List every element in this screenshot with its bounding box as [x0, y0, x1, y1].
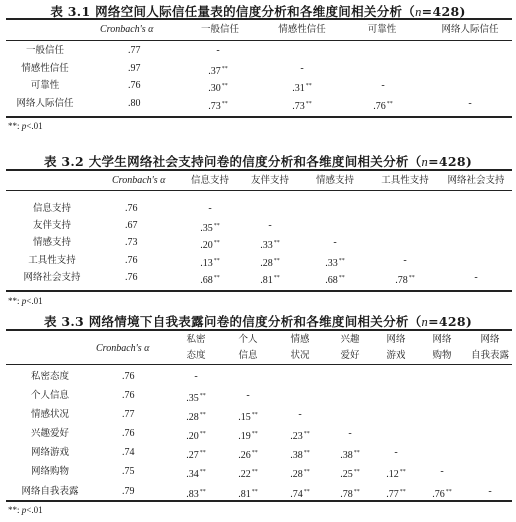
col-header-top: 网络 [432, 334, 452, 345]
correlation-cell [470, 486, 510, 498]
alpha-value: .67 [125, 220, 138, 231]
col-header: 一般信任 [200, 24, 239, 35]
significance-mark: ** [221, 101, 228, 107]
alpha-value: .76 [125, 203, 138, 214]
correlation-value: .35 [200, 223, 213, 234]
correlation-cell [363, 80, 403, 92]
correlation-cell [176, 486, 216, 501]
col-header-bottom: 爱好 [340, 350, 360, 361]
correlation-cell [190, 272, 230, 287]
correlation-cell [228, 409, 268, 424]
correlation-cell [376, 466, 416, 481]
significance-mark: ** [213, 275, 220, 281]
correlation-cell [280, 486, 320, 501]
caption-n: n [421, 155, 429, 169]
significance-mark: ** [199, 450, 206, 456]
significance-mark: ** [305, 83, 312, 89]
row-label: 情感性信任 [21, 63, 69, 74]
significance-mark: ** [303, 431, 310, 437]
correlation-cell [422, 486, 462, 501]
correlation-cell [280, 428, 320, 443]
row-label: 可靠性 [30, 80, 60, 91]
correlation-value: .35 [186, 393, 199, 404]
alpha-value: .80 [128, 98, 141, 109]
correlation-value: - [194, 371, 198, 382]
significance-mark: ** [221, 66, 228, 72]
correlation-cell [190, 203, 230, 215]
correlation-value: .27 [186, 450, 199, 461]
correlation-value: - [298, 409, 302, 420]
correlation-value: .20 [200, 240, 213, 251]
alpha-header: Cronbach's α [112, 175, 166, 186]
correlation-value: .33 [260, 240, 273, 251]
note-value: <.01 [26, 505, 43, 515]
correlation-cell [315, 255, 355, 270]
col-header: 网络人际信任 [441, 24, 499, 35]
correlation-cell [228, 486, 268, 501]
correlation-cell [315, 237, 355, 249]
row-label: 一般信任 [25, 45, 64, 56]
table-3-3-header-rule [6, 364, 512, 365]
significance-mark: ** [213, 258, 220, 264]
row-label: 情感支持 [32, 237, 71, 248]
correlation-cell [228, 390, 268, 402]
correlation-value: - [468, 98, 472, 109]
correlation-cell [190, 237, 230, 252]
col-header: 友伴支持 [250, 175, 289, 186]
correlation-value: .68 [200, 275, 213, 286]
caption-text: 表 3.1 网络空间人际信任量表的信度分析和各维度间相关分析（ [50, 4, 416, 19]
correlation-cell [282, 80, 322, 95]
row-label: 网络人际信任 [16, 98, 74, 109]
correlation-value: - [268, 220, 272, 231]
correlation-value: .20 [186, 431, 199, 442]
correlation-value: .26 [238, 450, 251, 461]
caption-n: n [421, 315, 429, 329]
row-label: 网络购物 [30, 466, 69, 477]
significance-mark: ** [386, 101, 393, 107]
correlation-value: .22 [238, 469, 251, 480]
correlation-cell [315, 272, 355, 287]
table-3-3-top-rule [6, 329, 512, 331]
alpha-value: .77 [122, 409, 135, 420]
significance-mark: ** [303, 489, 310, 495]
correlation-cell [176, 390, 216, 405]
correlation-value: .73 [208, 101, 221, 112]
correlation-value: - [216, 45, 220, 56]
significance-mark: ** [199, 393, 206, 399]
correlation-value: - [394, 447, 398, 458]
row-label: 私密态度 [30, 371, 69, 382]
correlation-value: .31 [292, 83, 305, 94]
table-3-2-caption [0, 152, 516, 170]
significance-mark: ** [199, 489, 206, 495]
col-header: 网络社会支持 [447, 175, 505, 186]
col-header-bottom: 购物 [432, 350, 452, 361]
correlation-cell [456, 272, 496, 284]
correlation-value: .28 [290, 469, 303, 480]
correlation-cell [250, 237, 290, 252]
table-3-2-bottom-rule [6, 290, 512, 292]
table-3-1-note [8, 121, 43, 131]
significance-mark: ** [213, 240, 220, 246]
correlation-cell [228, 447, 268, 462]
significance-mark: ** [303, 469, 310, 475]
correlation-value: .76 [373, 101, 386, 112]
correlation-cell [330, 466, 370, 481]
note-value: <.01 [26, 296, 43, 306]
col-header-bottom: 态度 [186, 350, 206, 361]
significance-mark: ** [303, 450, 310, 456]
significance-mark: ** [338, 275, 345, 281]
alpha-value: .75 [122, 466, 135, 477]
caption-suffix: =428) [421, 4, 466, 19]
correlation-cell [176, 428, 216, 443]
table-3-1-top-rule [6, 18, 512, 20]
col-header-top: 兴趣 [340, 334, 360, 345]
correlation-cell [330, 486, 370, 501]
row-label: 网络游戏 [30, 447, 69, 458]
significance-mark: ** [399, 469, 406, 475]
correlation-value: .77 [386, 489, 399, 500]
significance-mark: ** [273, 275, 280, 281]
significance-mark: ** [221, 83, 228, 89]
note-stars: **: [8, 296, 20, 306]
correlation-cell [280, 447, 320, 462]
correlation-cell [190, 255, 230, 270]
note-stars: **: [8, 121, 20, 131]
col-header-bottom: 状况 [290, 350, 310, 361]
row-label: 情感状况 [30, 409, 69, 420]
correlation-cell [228, 466, 268, 481]
note-p: p [21, 505, 27, 515]
caption-text: 表 3.3 网络情境下自我表露问卷的信度分析和各维度间相关分析（ [43, 314, 422, 329]
table-3-1-bottom-rule [6, 116, 512, 118]
table-3-2-note [8, 296, 43, 306]
correlation-value: .30 [208, 83, 221, 94]
col-header-bottom: 游戏 [386, 350, 406, 361]
alpha-value: .76 [122, 371, 135, 382]
correlation-value: - [208, 203, 212, 214]
significance-mark: ** [213, 223, 220, 229]
col-header: 情感性信任 [278, 24, 326, 35]
alpha-value: .74 [122, 447, 135, 458]
significance-mark: ** [199, 412, 206, 418]
correlation-value: .78 [340, 489, 353, 500]
col-header-top: 私密 [186, 334, 206, 345]
correlation-cell [385, 272, 425, 287]
significance-mark: ** [251, 450, 258, 456]
alpha-value: .76 [122, 428, 135, 439]
table-3-1-header-rule [6, 40, 512, 41]
correlation-value: .15 [238, 412, 251, 423]
correlation-value: .34 [186, 469, 199, 480]
significance-mark: ** [445, 489, 452, 495]
significance-mark: ** [273, 240, 280, 246]
correlation-cell [250, 272, 290, 287]
correlation-cell [282, 63, 322, 75]
correlation-cell [363, 98, 403, 113]
significance-mark: ** [305, 101, 312, 107]
correlation-value: .81 [260, 275, 273, 286]
correlation-value: - [488, 486, 492, 497]
note-p: p [21, 296, 27, 306]
correlation-cell [422, 466, 462, 478]
correlation-value: .13 [200, 258, 213, 269]
significance-mark: ** [251, 412, 258, 418]
col-header-top: 个人 [238, 334, 258, 345]
significance-mark: ** [199, 469, 206, 475]
correlation-value: - [246, 390, 250, 401]
correlation-cell [250, 220, 290, 232]
alpha-value: .76 [125, 255, 138, 266]
correlation-value: - [348, 428, 352, 439]
correlation-cell [330, 447, 370, 462]
correlation-value: .83 [186, 489, 199, 500]
alpha-value: .76 [122, 390, 135, 401]
correlation-value: - [333, 237, 337, 248]
correlation-cell [450, 98, 490, 110]
correlation-cell [282, 98, 322, 113]
row-label: 个人信息 [30, 390, 69, 401]
correlation-value: .33 [325, 258, 338, 269]
table-3-3-note [8, 505, 43, 515]
alpha-header: Cronbach's α [96, 343, 150, 354]
correlation-cell [376, 447, 416, 459]
col-header-bottom: 自我表露 [470, 350, 509, 361]
correlation-cell [228, 428, 268, 443]
col-header: 可靠性 [367, 24, 397, 35]
col-header-bottom: 信息 [238, 350, 258, 361]
alpha-header: Cronbach's α [100, 24, 154, 35]
col-header-top: 网络 [480, 334, 500, 345]
correlation-cell [176, 466, 216, 481]
alpha-value: .76 [125, 272, 138, 283]
alpha-value: .79 [122, 486, 135, 497]
row-label: 兴趣爱好 [30, 428, 69, 439]
correlation-value: .38 [340, 450, 353, 461]
correlation-value: .12 [386, 469, 399, 480]
significance-mark: ** [251, 431, 258, 437]
significance-mark: ** [338, 258, 345, 264]
note-value: <.01 [26, 121, 43, 131]
correlation-value: - [381, 80, 385, 91]
col-header-top: 情感 [290, 334, 310, 345]
alpha-value: .97 [128, 63, 141, 74]
row-label: 工具性支持 [28, 255, 76, 266]
correlation-cell [330, 428, 370, 440]
correlation-cell [280, 409, 320, 421]
caption-suffix: =428) [428, 154, 473, 169]
significance-mark: ** [273, 258, 280, 264]
correlation-value: .38 [290, 450, 303, 461]
alpha-value: .76 [128, 80, 141, 91]
alpha-value: .73 [125, 237, 138, 248]
note-stars: **: [8, 505, 20, 515]
caption-suffix: =428) [428, 314, 473, 329]
row-label: 网络社会支持 [23, 272, 81, 283]
correlation-value: .19 [238, 431, 251, 442]
significance-mark: ** [408, 275, 415, 281]
significance-mark: ** [353, 450, 360, 456]
significance-mark: ** [399, 489, 406, 495]
correlation-value: .74 [290, 489, 303, 500]
significance-mark: ** [353, 489, 360, 495]
row-label: 友伴支持 [32, 220, 71, 231]
table-3-3-bottom-rule [6, 500, 512, 502]
correlation-cell [250, 255, 290, 270]
table-3-3-caption [0, 312, 516, 330]
row-label: 信息支持 [32, 203, 71, 214]
correlation-cell [198, 63, 238, 78]
correlation-value: .28 [260, 258, 273, 269]
correlation-value: - [403, 255, 407, 266]
col-header-top: 网络 [386, 334, 406, 345]
correlation-cell [176, 447, 216, 462]
significance-mark: ** [353, 469, 360, 475]
significance-mark: ** [199, 431, 206, 437]
note-p: p [21, 121, 27, 131]
col-header: 信息支持 [190, 175, 229, 186]
correlation-value: .76 [432, 489, 445, 500]
correlation-value: .73 [292, 101, 305, 112]
correlation-cell [198, 98, 238, 113]
correlation-cell [385, 255, 425, 267]
correlation-cell [198, 45, 238, 57]
row-label: 网络自我表露 [21, 486, 79, 497]
caption-n: n [415, 5, 422, 19]
correlation-value: .23 [290, 431, 303, 442]
correlation-value: - [300, 63, 304, 74]
col-header: 工具性支持 [381, 175, 429, 186]
correlation-value: - [474, 272, 478, 283]
correlation-value: .78 [395, 275, 408, 286]
correlation-value: .68 [325, 275, 338, 286]
significance-mark: ** [251, 489, 258, 495]
correlation-value: .28 [186, 412, 199, 423]
correlation-cell [176, 409, 216, 424]
correlation-value: - [440, 466, 444, 477]
correlation-cell [376, 486, 416, 501]
correlation-cell [198, 80, 238, 95]
correlation-value: .81 [238, 489, 251, 500]
correlation-cell [190, 220, 230, 235]
correlation-value: .25 [340, 469, 353, 480]
table-3-2-top-rule [6, 169, 512, 171]
table-3-2-header-rule [6, 190, 512, 191]
correlation-cell [176, 371, 216, 383]
col-header: 情感支持 [315, 175, 354, 186]
correlation-value: .37 [208, 66, 221, 77]
significance-mark: ** [251, 469, 258, 475]
alpha-value: .77 [128, 45, 141, 56]
correlation-cell [280, 466, 320, 481]
caption-text: 表 3.2 大学生网络社会支持问卷的信度分析和各维度间相关分析（ [43, 154, 422, 169]
